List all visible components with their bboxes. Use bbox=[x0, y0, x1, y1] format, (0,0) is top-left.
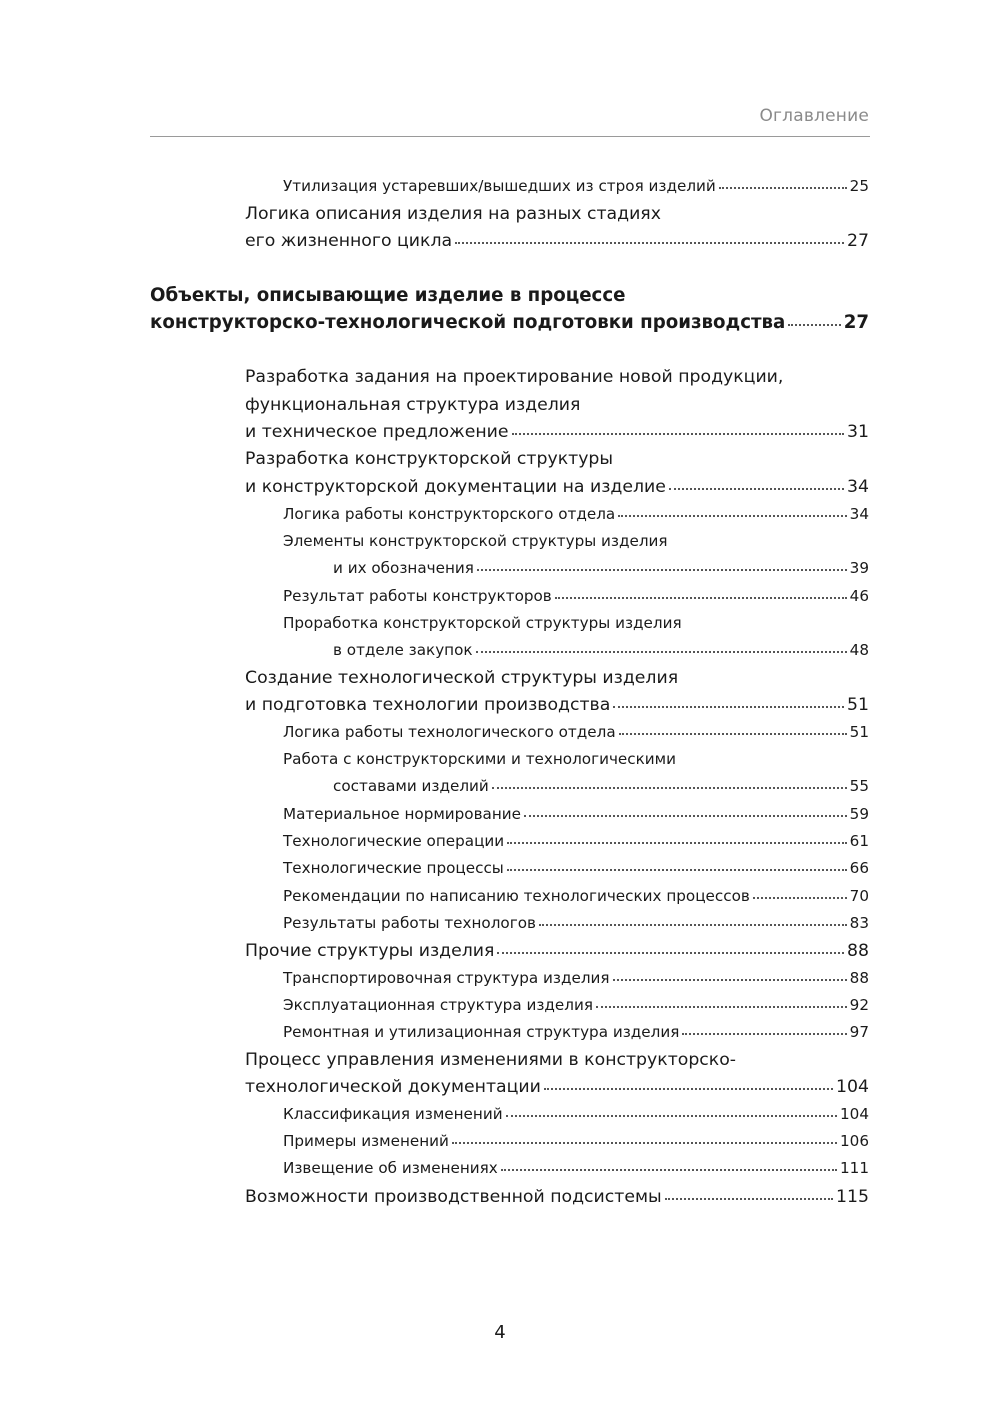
toc-entry-title: и техническое предложение bbox=[245, 422, 509, 442]
toc-entry[interactable] bbox=[283, 1105, 869, 1123]
toc-entry-title: его жизненного цикла bbox=[245, 231, 453, 251]
toc-entry[interactable] bbox=[245, 1077, 869, 1097]
toc-leader-dots bbox=[619, 733, 847, 735]
toc-entry[interactable] bbox=[245, 1187, 869, 1207]
toc-leader-dots bbox=[682, 1033, 846, 1035]
toc-entry[interactable] bbox=[283, 505, 869, 523]
toc-leader-dots bbox=[618, 515, 846, 517]
toc-entry-title: Рекомендации по написанию технологических процессов bbox=[283, 887, 750, 905]
toc-entry[interactable] bbox=[245, 695, 869, 715]
toc-entry-title: и конструкторской документации на изделие bbox=[245, 477, 666, 497]
toc-entry-title: Логика работы технологического отдела bbox=[283, 723, 616, 741]
toc-entry-page: 59 bbox=[849, 805, 869, 823]
toc-leader-dots bbox=[477, 569, 847, 571]
toc-entry-page: 61 bbox=[849, 832, 869, 850]
toc-entry-page: 111 bbox=[840, 1159, 869, 1177]
toc-entry[interactable] bbox=[245, 1050, 869, 1070]
toc-entry[interactable] bbox=[245, 231, 869, 251]
toc-entry-title: и их обозначения bbox=[333, 559, 474, 577]
toc-entry-page: 34 bbox=[847, 477, 869, 497]
toc-leader-dots bbox=[506, 1115, 837, 1117]
toc-entry-page: 115 bbox=[836, 1187, 869, 1207]
toc-entry-title: Разработка задания на проектирование новой продукции, bbox=[245, 367, 784, 387]
toc-entry-page: 48 bbox=[849, 641, 869, 659]
toc-entry-page: 92 bbox=[849, 996, 869, 1014]
toc-entry-title: Логика работы конструкторского отдела bbox=[283, 505, 616, 523]
toc-entry[interactable] bbox=[245, 367, 869, 387]
toc-entry[interactable] bbox=[283, 914, 869, 932]
toc-entry-title: Технологические процессы bbox=[283, 859, 504, 877]
toc-entry-title: Возможности производственной подсистемы bbox=[245, 1187, 662, 1207]
toc-entry[interactable] bbox=[245, 395, 869, 415]
toc-entry-page: 55 bbox=[849, 777, 869, 795]
toc-entry-title: в отделе закупок bbox=[333, 641, 473, 659]
toc-entry-page: 83 bbox=[849, 914, 869, 932]
page-number: 4 bbox=[494, 1322, 506, 1343]
toc-entry[interactable] bbox=[283, 805, 869, 823]
running-header: Оглавление bbox=[759, 106, 869, 126]
toc-entry[interactable] bbox=[283, 996, 869, 1014]
toc-entry-title: функциональная структура изделия bbox=[245, 395, 581, 415]
toc-entry-page: 66 bbox=[849, 859, 869, 877]
toc-entry[interactable] bbox=[283, 969, 869, 987]
toc-entry-title: Ремонтная и утилизационная структура изделия bbox=[283, 1023, 680, 1041]
toc-entry-page: 97 bbox=[849, 1023, 869, 1041]
toc-entry[interactable] bbox=[283, 832, 869, 850]
toc-entry[interactable] bbox=[283, 750, 869, 768]
toc-entry[interactable] bbox=[283, 1132, 869, 1150]
toc-leader-dots bbox=[753, 897, 847, 899]
toc-entry[interactable] bbox=[283, 723, 869, 741]
toc-entry-title: Разработка конструкторской структуры bbox=[245, 449, 614, 469]
toc-entry-title: составами изделий bbox=[333, 777, 489, 795]
toc-leader-dots bbox=[512, 433, 845, 435]
toc-entry[interactable] bbox=[245, 668, 869, 688]
toc-entry[interactable] bbox=[245, 449, 869, 469]
toc-entry[interactable] bbox=[283, 177, 869, 195]
toc-entry-page: 31 bbox=[847, 422, 869, 442]
toc-leader-dots bbox=[455, 242, 844, 244]
toc-entry-page: 51 bbox=[849, 723, 869, 741]
toc-leader-dots bbox=[452, 1142, 837, 1144]
toc-chapter[interactable] bbox=[150, 312, 869, 333]
toc-entry-page: 70 bbox=[849, 887, 869, 905]
toc-entry[interactable] bbox=[283, 532, 869, 550]
toc-entry-title: конструкторско-технологической подготовки производства bbox=[150, 312, 786, 333]
toc-entry[interactable] bbox=[283, 859, 869, 877]
toc-entry-title: Прочие структуры изделия bbox=[245, 941, 495, 961]
toc-entry-page: 27 bbox=[843, 312, 869, 333]
toc-entry-page: 34 bbox=[849, 505, 869, 523]
toc-entry-title: Результаты работы технологов bbox=[283, 914, 536, 932]
toc-entry-title: Материальное нормирование bbox=[283, 805, 521, 823]
toc-leader-dots bbox=[539, 924, 847, 926]
toc-entry-page: 88 bbox=[849, 969, 869, 987]
toc-entry-title: Элементы конструкторской структуры изделия bbox=[283, 532, 668, 550]
toc-leader-dots bbox=[788, 324, 840, 326]
toc-leader-dots bbox=[501, 1169, 837, 1171]
toc-entry-page: 51 bbox=[847, 695, 869, 715]
toc-entry[interactable] bbox=[333, 641, 869, 659]
toc-entry-title: Утилизация устаревших/вышедших из строя изделий bbox=[283, 177, 716, 195]
toc-entry[interactable] bbox=[283, 887, 869, 905]
toc-leader-dots bbox=[524, 815, 847, 817]
toc-leader-dots bbox=[507, 842, 847, 844]
toc-entry[interactable] bbox=[245, 422, 869, 442]
header-rule bbox=[150, 136, 870, 137]
toc-entry-title: Объекты, описывающие изделие в процессе bbox=[150, 285, 626, 306]
toc-entry-page: 104 bbox=[836, 1077, 869, 1097]
toc-leader-dots bbox=[544, 1088, 833, 1090]
toc-entry[interactable] bbox=[245, 941, 869, 961]
toc-leader-dots bbox=[507, 869, 847, 871]
toc-entry-title: Транспортировочная структура изделия bbox=[283, 969, 610, 987]
toc-entry-title: и подготовка технологии производства bbox=[245, 695, 611, 715]
toc-leader-dots bbox=[613, 706, 844, 708]
toc-entry-title: Эксплуатационная структура изделия bbox=[283, 996, 593, 1014]
toc-chapter[interactable] bbox=[150, 285, 869, 306]
toc-entry-title: Проработка конструкторской структуры изделия bbox=[283, 614, 682, 632]
toc-entry-title: Извещение об изменениях bbox=[283, 1159, 498, 1177]
toc-leader-dots bbox=[555, 597, 847, 599]
toc-entry-title: Результат работы конструкторов bbox=[283, 587, 552, 605]
toc-entry[interactable] bbox=[283, 1159, 869, 1177]
toc-entry-title: Примеры изменений bbox=[283, 1132, 449, 1150]
toc-entry-page: 46 bbox=[849, 587, 869, 605]
toc-entry-page: 39 bbox=[849, 559, 869, 577]
toc-entry-page: 27 bbox=[847, 231, 869, 251]
toc-entry[interactable] bbox=[283, 1023, 869, 1041]
toc-entry[interactable] bbox=[245, 477, 869, 497]
toc-leader-dots bbox=[492, 787, 847, 789]
toc-leader-dots bbox=[476, 651, 847, 653]
toc-leader-dots bbox=[596, 1006, 847, 1008]
toc-entry-title: Создание технологической структуры изделия bbox=[245, 668, 679, 688]
toc-entry-page: 25 bbox=[849, 177, 869, 195]
toc-leader-dots bbox=[497, 952, 844, 954]
toc-leader-dots bbox=[669, 488, 844, 490]
toc-entry-title: технологической документации bbox=[245, 1077, 541, 1097]
toc-entry[interactable] bbox=[333, 777, 869, 795]
toc-entry-title: Работа с конструкторскими и технологическими bbox=[283, 750, 676, 768]
toc-entry-title: Логика описания изделия на разных стадиях bbox=[245, 204, 661, 224]
toc-entry-title: Классификация изменений bbox=[283, 1105, 503, 1123]
toc-entry-title: Технологические операции bbox=[283, 832, 505, 850]
toc-leader-dots bbox=[613, 979, 847, 981]
toc-entry[interactable] bbox=[245, 204, 869, 224]
toc-leader-dots bbox=[719, 187, 847, 189]
toc-entry[interactable] bbox=[283, 614, 869, 632]
toc-entry-page: 88 bbox=[847, 941, 869, 961]
toc-entry[interactable] bbox=[283, 587, 869, 605]
toc-entry-page: 106 bbox=[840, 1132, 869, 1150]
toc-entry-title: Процесс управления изменениями в конструкторско- bbox=[245, 1050, 737, 1070]
toc-entry-page: 104 bbox=[840, 1105, 869, 1123]
toc-entry[interactable] bbox=[333, 559, 869, 577]
toc-leader-dots bbox=[665, 1198, 833, 1200]
